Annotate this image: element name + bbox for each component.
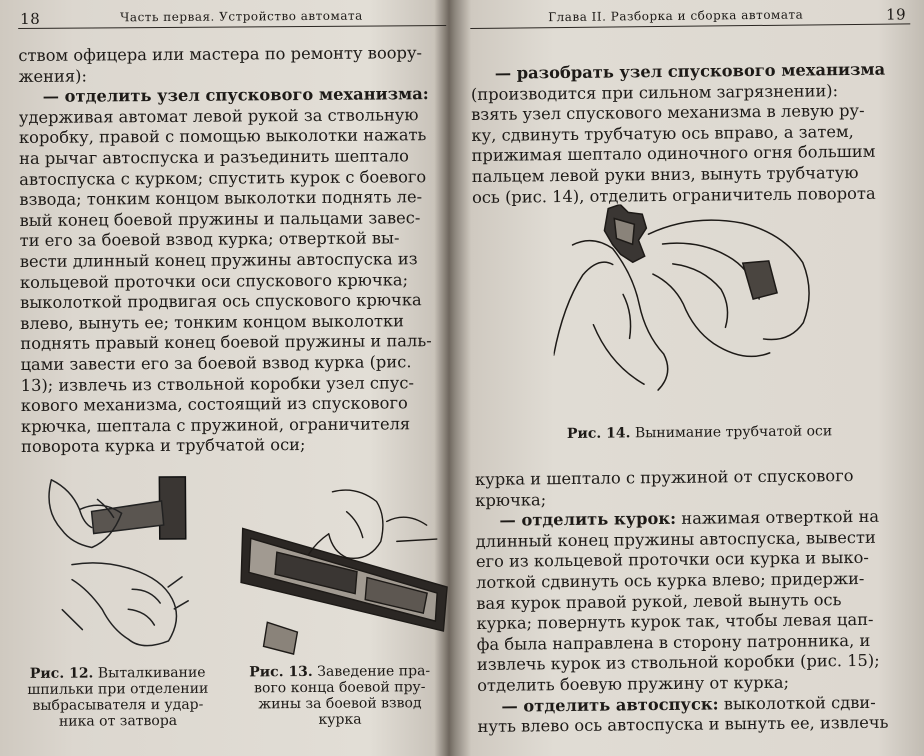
text-line: поворота курка и трубчатой оси; — [21, 435, 306, 457]
figure-12-label: Рис. 12. — [29, 665, 94, 682]
caption-text: Вынимание трубчатой оси — [634, 423, 833, 442]
text-line: ку, сдвинуть трубчатую ось вправо, а затем, — [471, 121, 854, 145]
left-running-head: Часть первая. Устройство автомата — [120, 8, 363, 25]
text-line: фа была направлена в сторону патронника, и — [476, 630, 871, 654]
right-running-header — [470, 3, 910, 29]
text-line: его из кольцевой проточки оси курка и выко- — [475, 548, 869, 572]
section-heading: — отделить узел спускового механизма: — [42, 84, 429, 107]
text-line: длинный конец пружины автоспуска, вывести — [475, 527, 876, 551]
text-line: (производится при сильном загрязнении): — [470, 80, 839, 104]
right-page — [470, 0, 918, 756]
text-line: ось (рис. 14), отделить ограничитель поворота — [471, 183, 876, 207]
figure-13-illustration — [236, 481, 452, 657]
text-line: жения): — [18, 66, 88, 86]
right-body-text-top — [471, 59, 912, 208]
text-line: курка; повернуть курок так, чтобы левая цап- — [476, 609, 874, 634]
text-line: поднять правый конец боевой пружины и паль- — [20, 331, 432, 354]
text-line: ти его за боевой взвод курка; отверткой вы- — [19, 228, 400, 251]
caption-line: ника от затвора — [58, 712, 178, 730]
text-line: цами завести его за боевой взвод курка (рис. — [20, 352, 412, 374]
text-line: коробку, правой с помощью выколотки нажать — [18, 125, 427, 148]
text-line: ством офицера или мастера по ремонту воору- — [18, 43, 423, 65]
text-line: взвода; тонким концом выколотки поднять ле- — [19, 187, 423, 210]
caption-line: вого конца боевой пру- — [254, 679, 426, 697]
text-line: лоткой сдвинуть ось курка влево; придержи- — [476, 568, 865, 592]
text-line: извлечь курок из ствольной коробки (рис. 15); — [476, 651, 880, 675]
section-heading: — отделить автоспуск: — [501, 693, 719, 716]
figure-14-illustration — [552, 202, 814, 405]
text-line: взять узел спускового механизма в левую ру- — [471, 101, 865, 125]
left-running-header — [18, 5, 446, 29]
figure-12-caption — [23, 665, 213, 730]
figure-14-caption — [554, 423, 844, 442]
text-line: выколоткой продвигая ось спускового крючка — [20, 290, 422, 313]
text-line: автоспуска с курком; спустить курок с боевого — [19, 166, 427, 189]
text-line: — отделить автоспуск: выколоткой сдви- — [501, 692, 876, 716]
text-line: вести длинный конец пружины автоспуска из — [19, 249, 418, 271]
text-line: отделить боевую пружину от курка; — [477, 672, 790, 695]
text-line: нуть влево ось автоспуска и вынуть ее, извлечь — [477, 712, 889, 737]
caption-line: шпильки при отделении — [27, 680, 209, 698]
right-running-head: Глава II. Разборка и сборка автомата — [548, 7, 804, 25]
section-heading: — отделить курок: — [499, 509, 677, 530]
text-line: крючка, шептала с пружиной, ограничителя — [20, 413, 411, 436]
text-line: на рычаг автоспуска и разъединить шептало — [19, 146, 410, 168]
caption-line: Выталкивание — [97, 664, 206, 682]
left-body-text — [18, 43, 449, 458]
caption-line: выбрасывателя и удар- — [32, 696, 204, 714]
figure-12-illustration — [31, 469, 202, 660]
text-line: вая курок правой рукой, левой вынуть ось — [476, 589, 842, 613]
figure-13-caption — [235, 663, 445, 728]
text-line: пальцем левой руки вниз, вынуть трубчатую — [471, 162, 859, 186]
text-line — [19, 84, 447, 108]
left-page — [18, 0, 451, 756]
text-line: кового механизма, состоящий из спускового — [20, 393, 408, 416]
text-line: крючка; — [475, 489, 547, 510]
text-line: удерживая автомат левой рукой за ствольную — [18, 104, 419, 127]
figure-13-label: Рис. 13. — [249, 663, 313, 681]
caption-line: жины за боевой взвод — [258, 695, 422, 713]
figure-14-label: Рис. 14. — [566, 425, 631, 443]
text-line: — отделить курок: нажимая отверткой на — [499, 506, 880, 530]
text-line: 13); извлечь из ствольной коробки узел спус- — [20, 372, 415, 395]
text-line: прижимая шептало одиночного огня большим — [471, 142, 876, 166]
text-line: вый конец боевой пружины и пальцами завес- — [19, 207, 421, 230]
text-line: кольцевой проточки оси спускового крючка; — [19, 269, 409, 292]
text-line: курка и шептало с пружиной от спускового — [474, 466, 854, 489]
section-heading: — разобрать узел спускового механизма — [494, 59, 886, 83]
caption-line: Заведение пра- — [317, 663, 431, 680]
text-line: влево, вынуть ее; тонким концом выколотки — [20, 311, 405, 333]
left-page-number: 18 — [20, 9, 41, 28]
caption-line: курка — [318, 711, 362, 728]
right-page-number: 19 — [885, 5, 907, 24]
right-body-text-bottom — [475, 465, 918, 737]
